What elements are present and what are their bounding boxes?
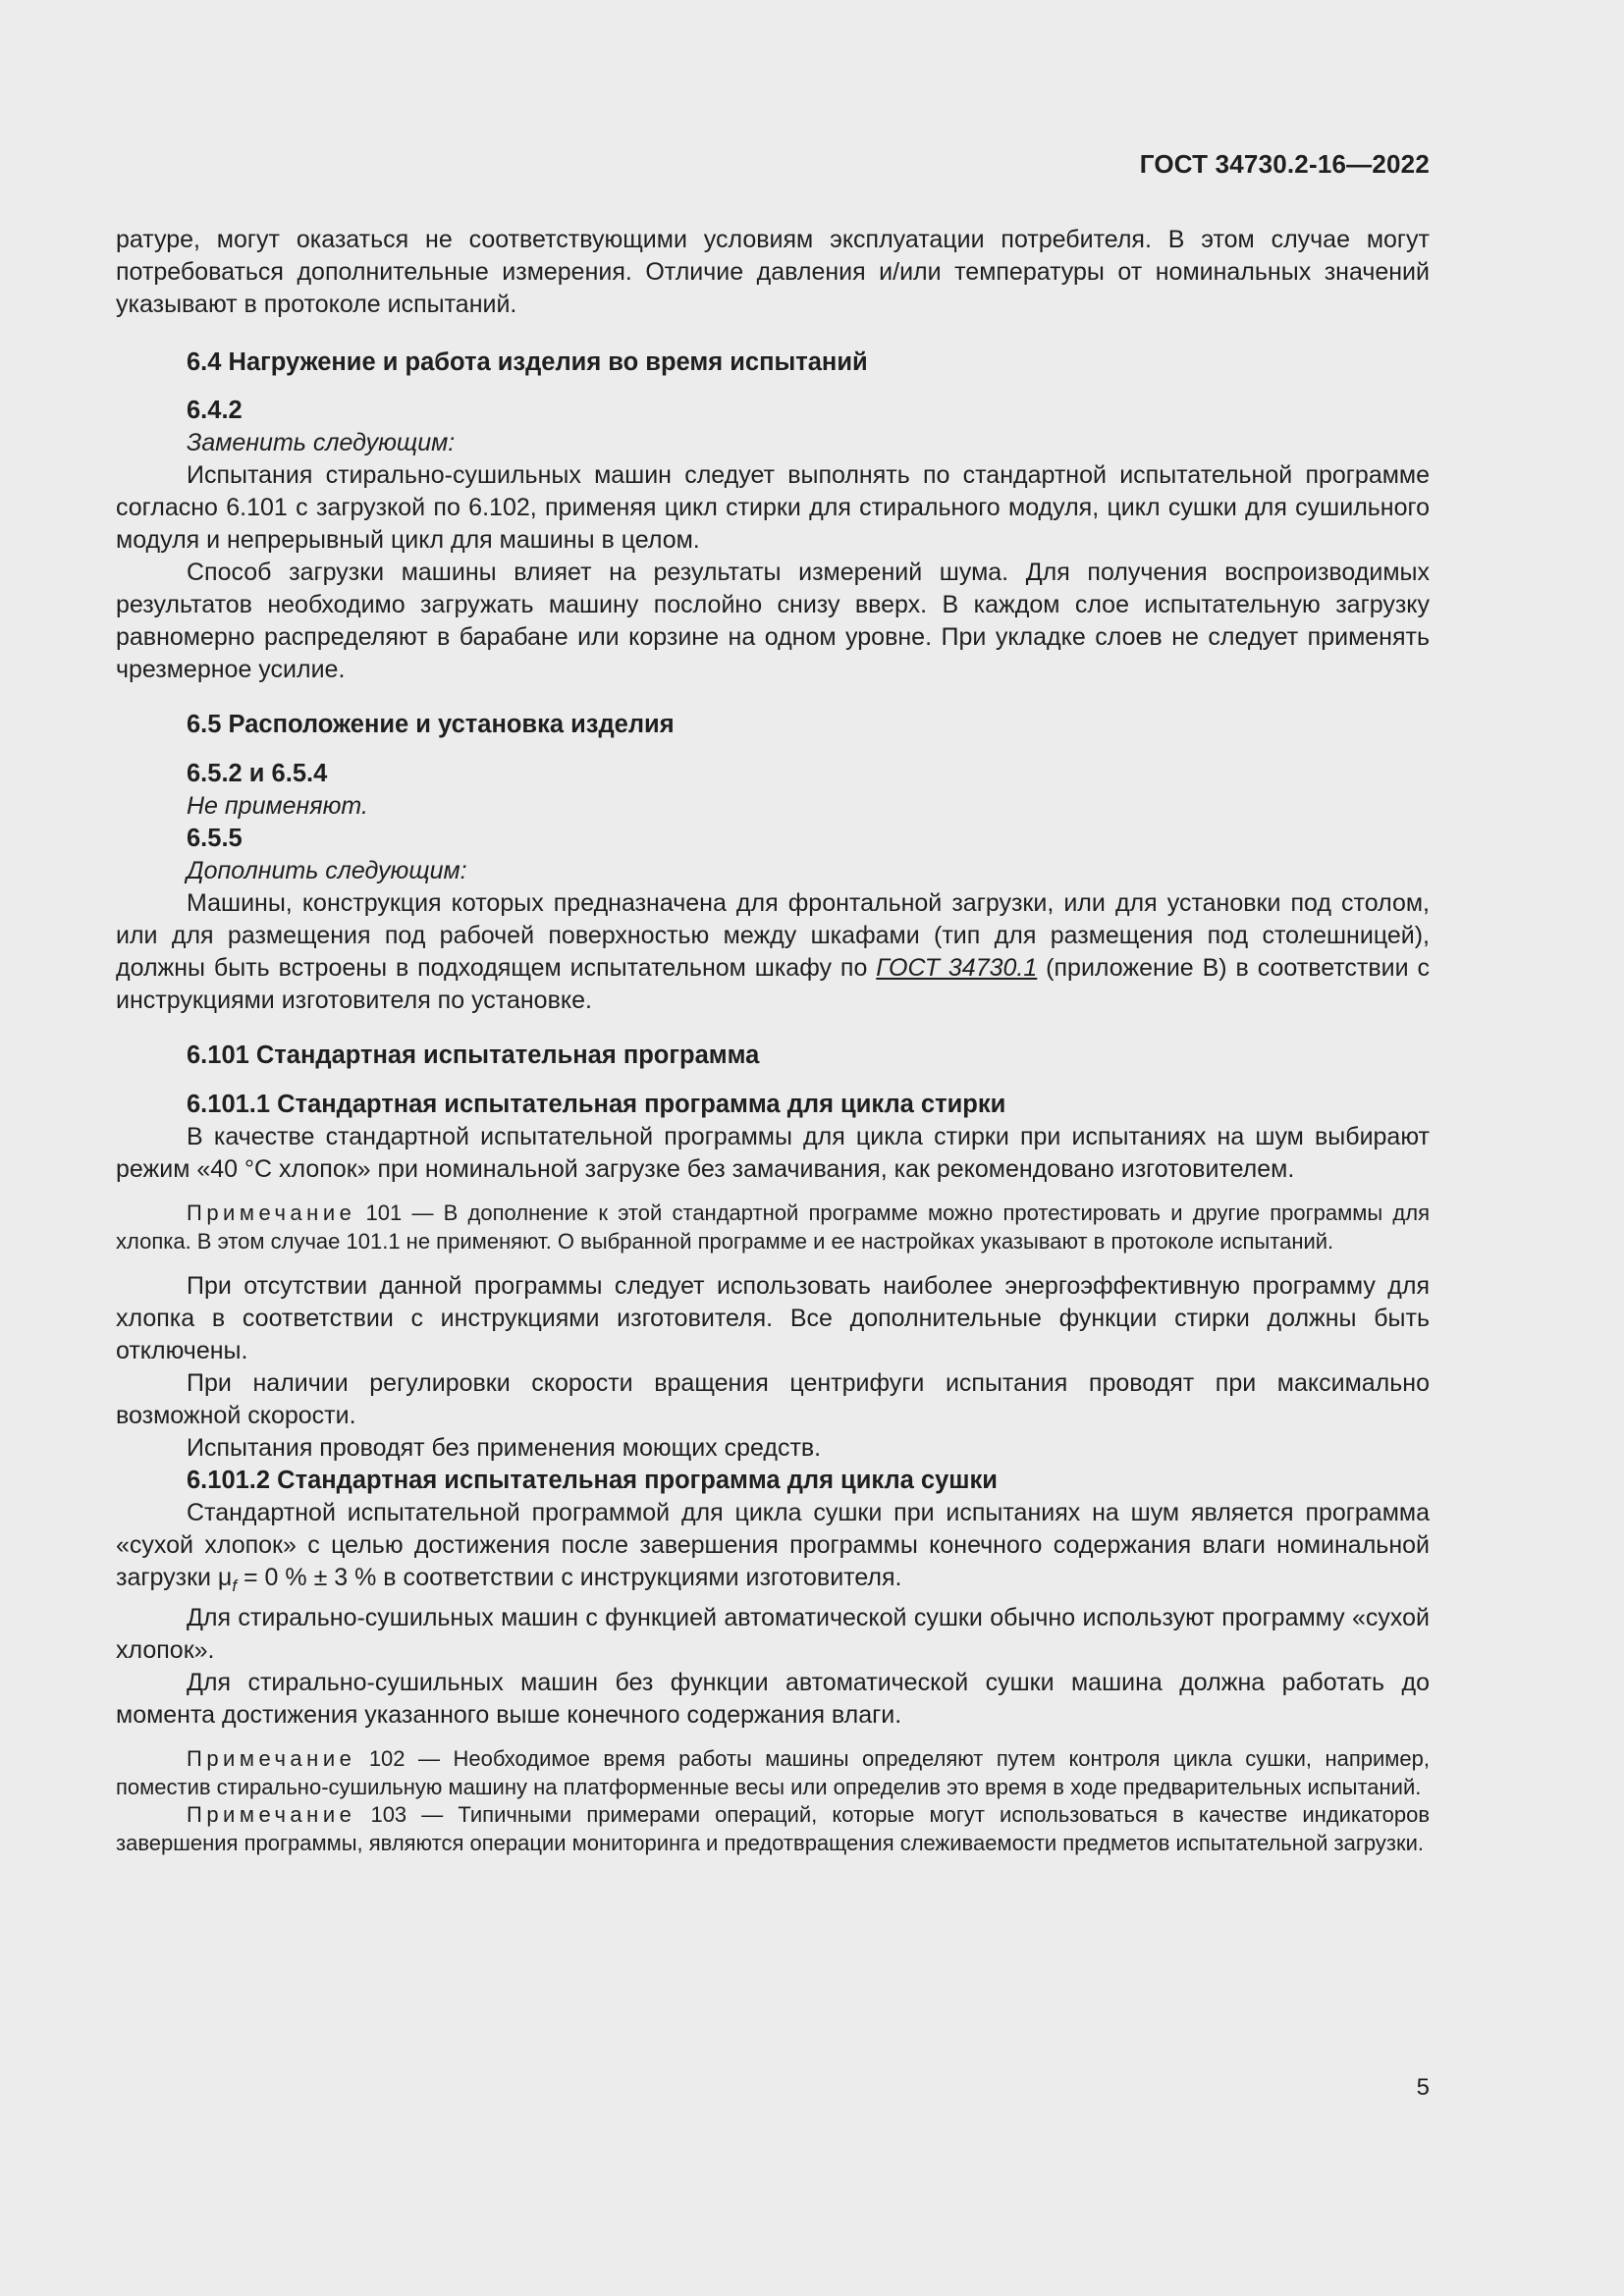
paragraph: Для стирально-сушильных машин с функцией автоматической сушки обычно используют программу «сухой хлопок». xyxy=(116,1604,1430,1664)
note-number: 101 — xyxy=(355,1201,444,1225)
paragraph: ратуре, могут оказаться не соответствующими условиям эксплуатации потребителя. В этом случае могут потребоваться дополнительные измерения. Отличие давления и/или температуры от номинальных значений указывают в протоколе испытаний. xyxy=(116,226,1430,318)
standard-reference-link[interactable]: ГОСТ 34730.1 xyxy=(876,954,1038,982)
section-heading-6-5: 6.5 Расположение и установка изделия xyxy=(187,711,675,738)
subsection-heading-6-4-2: 6.4.2 xyxy=(187,397,243,424)
note-label: Примечание xyxy=(187,1201,356,1225)
page-content xyxy=(116,224,1430,1857)
paragraph: В качестве стандартной испытательной программы для цикла стирки при испытаниях на шум выбирают режим «40 °С хлопок» при номинальной загрузке без замачивания, как рекомендовано изготовителем. xyxy=(116,1123,1430,1183)
note-label: Примечание xyxy=(187,1746,356,1771)
page-number: 5 xyxy=(1416,2074,1430,2101)
instruction-text: Дополнить следующим: xyxy=(187,857,467,884)
note-text: Типичными примерами операций, которые могут использоваться в качестве индикаторов завершения программы, являются операции мониторинга и предотвращения слеживаемости предметов испытательной загрузки. xyxy=(116,1802,1431,1855)
paragraph: Способ загрузки машины влияет на результаты измерений шума. Для получения воспроизводимых результатов необходимо загружать машину послойно снизу вверх. В каждом слое испытательную загрузку равномерно распределяют в барабане или корзине на одном уровне. При укладке слоев не следует применять чрезмерное усилие. xyxy=(116,559,1430,683)
note-text: В дополнение к этой стандартной программе можно протестировать и другие программы для хлопка. В этом случае 101.1 не применяют. О выбранной программе и ее настройках указывают в протоколе испытаний. xyxy=(116,1201,1430,1254)
subsection-heading-6-101-1: 6.101.1 Стандартная испытательная программа для цикла стирки xyxy=(187,1091,1006,1118)
paragraph: Испытания стирально-сушильных машин следует выполнять по стандартной испытательной программе согласно 6.101 с загрузкой по 6.102, применяя цикл стирки для стирального модуля, цикл сушки для сушильного модуля и непрерывный цикл для машины в целом. xyxy=(116,461,1430,554)
paragraph: При наличии регулировки скорости вращения центрифуги испытания проводят при максимально возможной скорости. xyxy=(116,1369,1430,1429)
subscript: f xyxy=(232,1576,238,1595)
paragraph xyxy=(116,887,1430,1017)
note-103 xyxy=(116,1801,1430,1857)
instruction-text: Заменить следующим: xyxy=(187,429,456,456)
paragraph-text: (приложение В) в соответствии с инструкциями изготовителя по установке. xyxy=(116,954,1431,1014)
note-number: 102 — xyxy=(355,1746,454,1771)
paragraph-text: = 0 % ± 3 % в соответствии с инструкциями изготовителя. xyxy=(237,1564,902,1591)
paragraph: При отсутствии данной программы следует использовать наиболее энергоэффективную программу для хлопка в соответствии с инструкциями изготовителя. Все дополнительные функции стирки должны быть отключены. xyxy=(116,1272,1430,1364)
note-number: 103 — xyxy=(355,1802,459,1827)
paragraph: Испытания проводят без применения моющих средств. xyxy=(187,1434,822,1462)
subsection-heading-6-5-5: 6.5.5 xyxy=(187,825,243,852)
paragraph-text: Стандартной испытательной программой для цикла сушки при испытаниях на шум является программа «сухой хлопок» с целью достижения после завершения программы конечного содержания влаги номинальной загрузки μ xyxy=(116,1499,1430,1591)
instruction-text: Не применяют. xyxy=(187,792,368,820)
section-heading-6-101: 6.101 Стандартная испытательная программа xyxy=(187,1041,760,1069)
paragraph: Для стирально-сушильных машин без функции автоматической сушки машина должна работать до момента достижения указанного выше конечного содержания влаги. xyxy=(116,1669,1430,1729)
note-label: Примечание xyxy=(187,1802,356,1827)
note-102 xyxy=(116,1745,1430,1801)
section-heading-6-4: 6.4 Нагружение и работа изделия во время испытаний xyxy=(187,348,868,376)
note-text: Необходимое время работы машины определяют путем контроля цикла сушки, например, поместив стирально-сушильную машину на платформенные весы или определив это время в ходе предварительных испытаний. xyxy=(116,1746,1430,1799)
subsection-heading-6-101-2: 6.101.2 Стандартная испытательная программа для цикла сушки xyxy=(187,1467,998,1494)
note-101 xyxy=(116,1200,1430,1255)
paragraph xyxy=(116,1497,1430,1602)
paragraph-text: Машины, конструкция которых предназначена для фронтальной загрузки, или для установки под столом, или для размещения под рабочей поверхностью между шкафами (тип для размещения под столешницей), должны быть встроены в подходящем испытательном шкафу по xyxy=(116,889,1430,982)
subsection-heading-6-5-2: 6.5.2 и 6.5.4 xyxy=(187,760,328,787)
document-number: ГОСТ 34730.2-16—2022 xyxy=(1139,149,1430,179)
